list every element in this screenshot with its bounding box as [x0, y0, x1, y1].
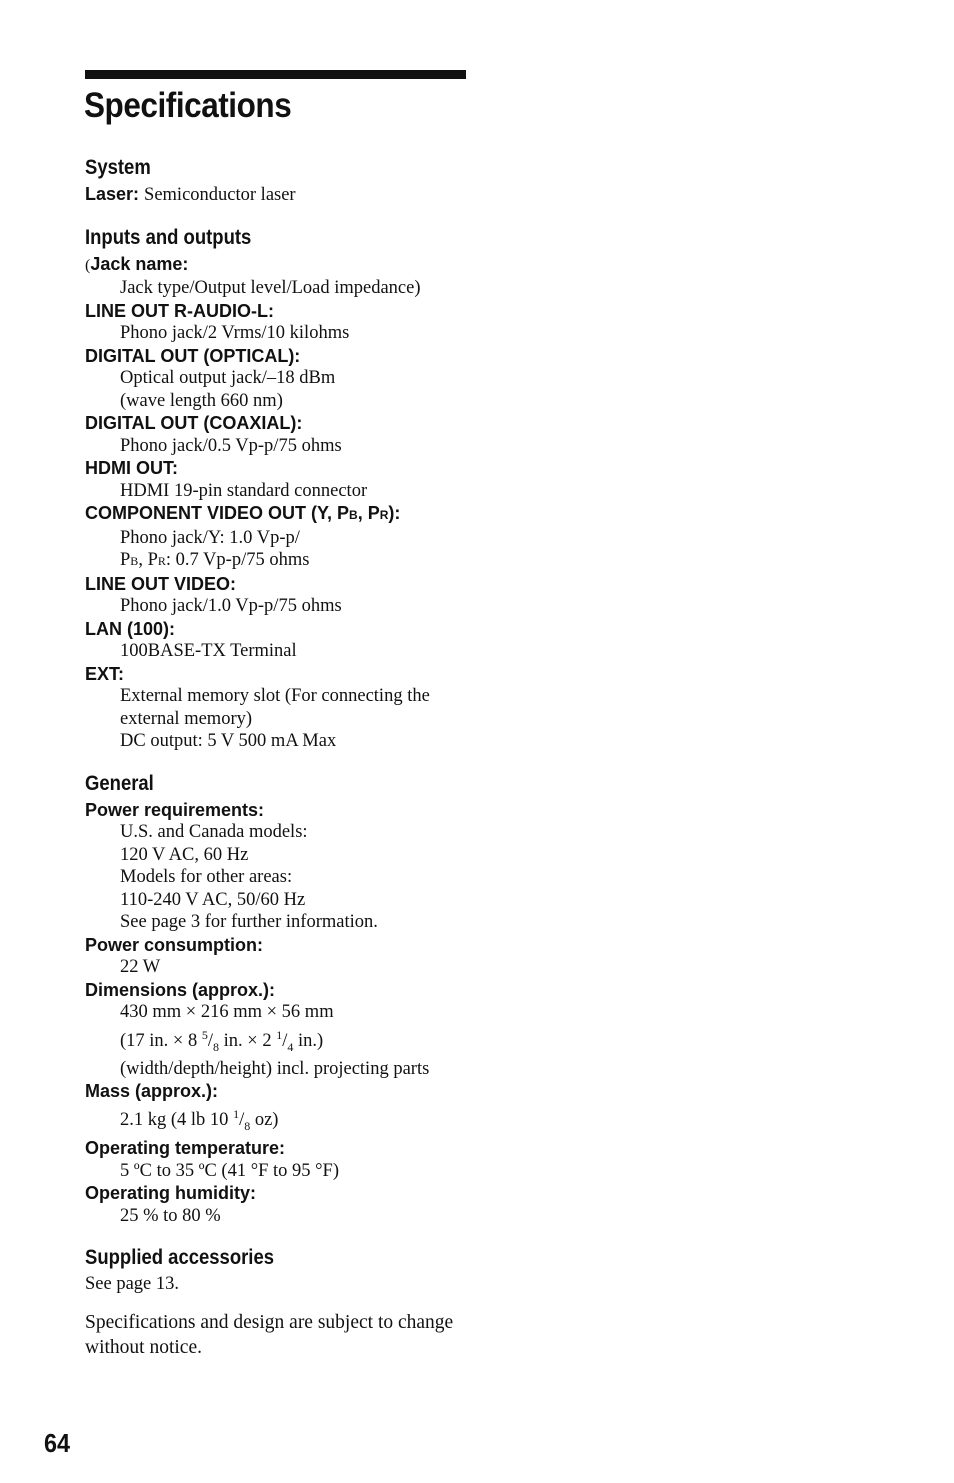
spec-value: External memory slot (For connecting the: [120, 686, 430, 706]
accessories-text: See page 13.: [85, 1274, 180, 1295]
accessories-heading: Supplied accessories: [85, 1246, 275, 1270]
spec-value: 25 % to 80 %: [120, 1205, 221, 1226]
spec-value: (wave length 660 nm): [120, 390, 283, 411]
dim-sub2: 4: [287, 1039, 294, 1054]
spec-value: HDMI 19-pin standard connector: [120, 480, 368, 501]
dim-b: in. × 2: [219, 1030, 277, 1051]
spec-label: LINE OUT R-AUDIO-L:: [85, 300, 274, 321]
spec-label: LAN (100):: [85, 618, 176, 639]
mass-label: Mass (approx.):: [85, 1081, 219, 1102]
general-list-2: [85, 1137, 465, 1227]
dimensions-line2: [85, 1024, 465, 1058]
io-list: [85, 300, 465, 503]
spec-value: 22 W: [120, 957, 161, 977]
component-line2: [85, 549, 465, 573]
spec-column: [85, 153, 465, 1360]
component-line1: Phono jack/Y: 1.0 Vp-p/: [120, 527, 300, 548]
dim-slash1: /: [207, 1030, 213, 1051]
spec-value: Optical output jack/–18 dBm: [120, 368, 336, 388]
io-list-2: [85, 573, 465, 753]
spec-value: See page 3 for further information.: [120, 912, 378, 932]
spec-label: Operating temperature:: [85, 1138, 286, 1159]
dimensions-label: Dimensions (approx.):: [85, 979, 276, 1000]
mass-b: oz): [250, 1110, 279, 1130]
component-label: [85, 502, 465, 527]
component-label-text: COMPONENT VIDEO OUT (Y, P: [85, 503, 350, 523]
dim-slash2: /: [282, 1030, 288, 1051]
inputs-outputs-heading: Inputs and outputs: [85, 225, 252, 249]
mass-sup: 1: [233, 1106, 240, 1121]
general-heading: General: [85, 771, 154, 795]
title-rule: [85, 70, 466, 79]
pr-p: , P: [138, 550, 158, 570]
pb-p: P: [120, 550, 131, 570]
spec-label: EXT:: [85, 663, 125, 684]
dim-sub1: 8: [213, 1039, 219, 1054]
inputs-outputs-section: [85, 223, 465, 753]
component-label-mid: , P: [357, 503, 380, 523]
laser-row: [85, 183, 465, 207]
laser-label: Laser:: [85, 184, 140, 204]
dimensions-line3: (width/depth/height) incl. projecting parts: [120, 1058, 430, 1079]
page-title: Specifications: [84, 86, 292, 125]
laser-value: Semiconductor laser: [144, 185, 296, 205]
jack-name-intro: [85, 253, 465, 278]
general-section: [85, 769, 465, 1228]
system-heading: System: [85, 156, 151, 179]
component-label-end: ):: [388, 503, 401, 523]
dim-c: in.): [293, 1030, 324, 1051]
intro-label: Jack name:: [90, 253, 189, 274]
mass-slash: /: [239, 1110, 245, 1130]
spec-value: 120 V AC, 60 Hz: [120, 844, 249, 865]
spec-label: DIGITAL OUT (COAXIAL):: [85, 413, 303, 433]
component-line2-rest: : 0.7 Vp-p/75 ohms: [165, 550, 310, 570]
spec-label: Operating humidity:: [85, 1183, 256, 1204]
system-section: [85, 153, 465, 207]
mass-a: 2.1 kg (4 lb 10: [120, 1110, 234, 1130]
spec-label: HDMI OUT:: [85, 458, 178, 478]
mass-value: [85, 1103, 465, 1137]
dimensions-line1: 430 mm × 216 mm × 56 mm: [120, 1002, 334, 1022]
spec-value: U.S. and Canada models:: [120, 822, 308, 842]
spec-value: 100BASE-TX Terminal: [120, 641, 297, 661]
pr-sub: R: [157, 554, 166, 568]
spec-value: Models for other areas:: [120, 867, 293, 887]
spec-label: Power requirements:: [85, 799, 265, 820]
spec-value: Phono jack/2 Vrms/10 kilohms: [120, 323, 350, 343]
intro-value: Jack type/Output level/Load impedance): [120, 278, 421, 298]
spec-value: external memory): [120, 708, 253, 729]
dim-a: (17 in. × 8: [120, 1030, 202, 1051]
spec-label: DIGITAL OUT (OPTICAL):: [85, 345, 301, 366]
component-sub-r: R: [379, 508, 389, 522]
spec-value: Phono jack/1.0 Vp-p/75 ohms: [120, 596, 342, 616]
pb-sub: B: [130, 554, 139, 568]
general-list: [85, 799, 465, 979]
component-sub-b: B: [349, 508, 358, 522]
dim-sup2: 1: [276, 1027, 283, 1042]
spec-label: LINE OUT VIDEO:: [85, 573, 237, 594]
dim-sup1: 5: [201, 1027, 208, 1042]
page-number: 64: [44, 1428, 71, 1458]
spec-value: Phono jack/0.5 Vp-p/75 ohms: [120, 435, 342, 456]
specs-notice: Specifications and design are subject to change without notice.: [85, 1311, 454, 1358]
accessories-section: [85, 1243, 465, 1296]
spec-value: 5 ºC to 35 ºC (41 °F to 95 °F): [120, 1160, 340, 1181]
spec-value: DC output: 5 V 500 mA Max: [120, 731, 337, 751]
mass-sub: 8: [244, 1118, 251, 1133]
spec-label: Power consumption:: [85, 934, 264, 955]
spec-value: 110-240 V AC, 50/60 Hz: [120, 889, 306, 910]
intro-paren: (: [85, 256, 91, 274]
